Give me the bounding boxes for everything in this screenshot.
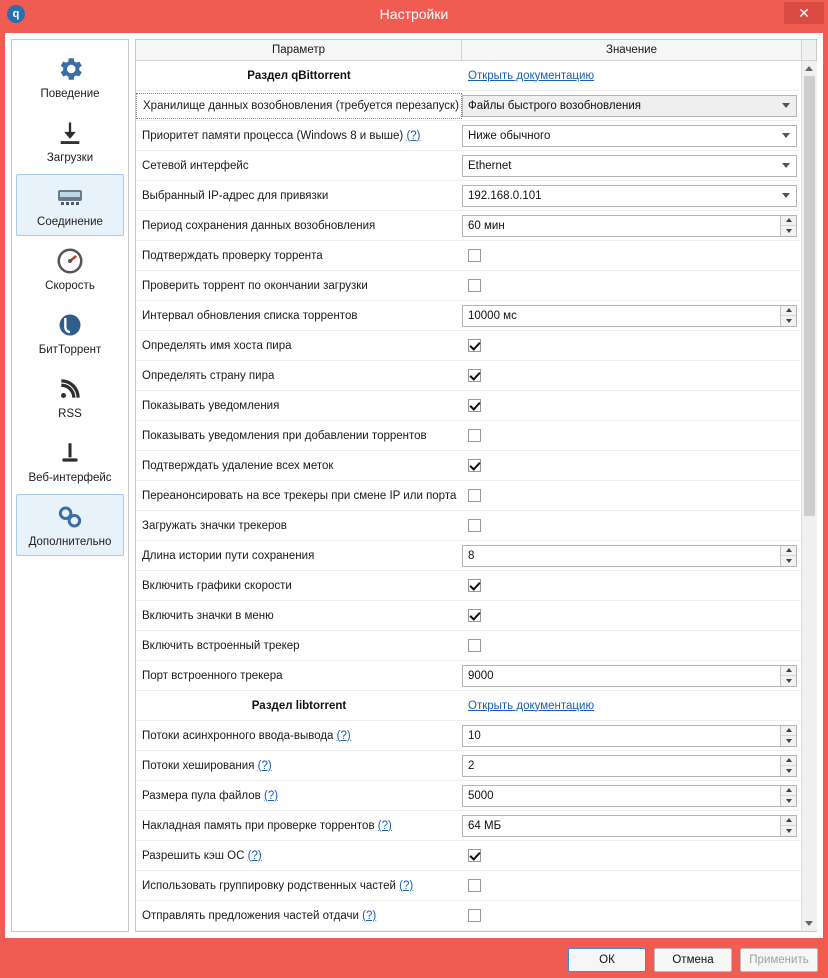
setting-label [136,850,462,862]
table-row [136,181,801,211]
setting-label-text: Выбранный IP-адрес для привязки [142,189,329,202]
title-bar [0,0,828,28]
setting-value [462,125,801,147]
spinbox-buttons[interactable] [780,816,796,836]
setting-value [462,155,801,177]
setting-label [136,93,462,119]
chevron-down-icon [782,103,790,108]
setting-value [462,459,801,472]
sidebar-item-label: Соединение [37,216,103,228]
table-row [136,331,801,361]
table-header [136,40,816,61]
setting-value [462,95,801,117]
sidebar-item-label: БитТоррент [38,344,102,356]
setting-label-text: Подтверждать проверку торрента [142,249,323,262]
setting-label-text: Переанонсировать на все трекеры при смене IP или порта [142,489,457,502]
spinbox-down-icon[interactable] [781,766,796,776]
header-corner [801,40,816,60]
sidebar-item-speed[interactable] [16,238,124,300]
spinbox-down-icon[interactable] [781,826,796,836]
setting-label [136,610,462,622]
setting-label-text: Хранилище данных возобновления (требуется перезапуск) [143,99,459,112]
rss-icon [53,372,87,406]
table-row [136,901,801,931]
setting-label-text: Определять страну пира [142,369,275,382]
sidebar-item-label: Дополнительно [28,536,112,548]
setting-label [136,250,462,262]
setting-value [462,545,801,567]
setting-label-text: Проверить торрент по окончании загрузки [142,279,368,292]
setting-checkbox[interactable] [468,909,481,922]
setting-checkbox[interactable] [468,399,481,412]
sidebar-item-behaviour[interactable] [16,46,124,108]
bittorrent-icon [53,308,87,342]
setting-checkbox[interactable] [468,339,481,352]
setting-value [462,879,801,892]
setting-value [462,279,801,292]
setting-value [462,609,801,622]
setting-checkbox[interactable] [468,459,481,472]
close-icon[interactable]: ✕ [784,2,824,24]
setting-checkbox[interactable] [468,279,481,292]
setting-value [462,785,801,807]
setting-checkbox[interactable] [468,249,481,262]
spinbox-value: 10 [468,729,481,742]
setting-value [462,815,801,837]
chevron-down-icon [782,163,790,168]
table-row [136,781,801,811]
sidebar-item-connection[interactable] [16,174,124,236]
setting-spinbox[interactable] [462,545,797,567]
dropdown-value: Файлы быстрого возобновления [468,99,641,112]
spinbox-down-icon[interactable] [781,736,796,746]
setting-spinbox[interactable] [462,755,797,777]
setting-label [136,880,462,892]
advanced-icon [53,500,87,534]
spinbox-down-icon[interactable] [781,556,796,566]
table-row [136,301,801,331]
sidebar-item-downloads[interactable] [16,110,124,172]
help-link-icon[interactable]: (?) [406,129,421,142]
spinbox-buttons[interactable] [780,546,796,566]
setting-label [136,460,462,472]
spinbox-up-icon[interactable] [781,816,796,827]
advanced-settings-table [135,39,817,932]
table-row [136,511,801,541]
cancel-button[interactable]: Отмена [654,948,732,972]
download-icon [53,116,87,150]
setting-value [462,215,801,237]
setting-label [136,580,462,592]
setting-value [462,185,801,207]
table-row [136,271,801,301]
gear-icon [53,52,87,86]
setting-value [462,305,801,327]
speed-icon [53,244,87,278]
table-row [136,721,801,751]
setting-label-text: Сетевой интерфейс [142,159,249,172]
sidebar-item-label: RSS [58,408,82,420]
help-link-icon[interactable]: (?) [247,849,262,862]
setting-label [136,160,462,172]
setting-label [136,760,462,772]
open-documentation-link[interactable]: Открыть документацию [468,69,595,82]
setting-spinbox[interactable] [462,215,797,237]
setting-label-text: Определять имя хоста пира [142,339,292,352]
dialog-footer [0,938,828,978]
spinbox-value: 60 мин [468,219,505,232]
vertical-scrollbar[interactable] [801,61,816,931]
setting-value [462,519,801,532]
spinbox-value: 2 [468,759,475,772]
chevron-down-icon [782,133,790,138]
spinbox-value: 8 [468,549,475,562]
ok-button[interactable]: ОК [568,948,646,972]
setting-label-text: Порт встроенного трекера [142,669,283,682]
spinbox-up-icon[interactable] [781,786,796,797]
sidebar-item-webui[interactable] [16,430,124,492]
setting-value [462,665,801,687]
setting-label [136,190,462,202]
table-row [136,151,801,181]
sidebar-item-label: Загрузки [46,152,94,164]
table-rows [136,61,801,931]
setting-label [136,130,462,142]
setting-label-text: Интервал обновления списка торрентов [142,309,358,322]
setting-label-text: Показывать уведомления при добавлении торрентов [142,429,427,442]
table-row [136,91,801,121]
table-row [136,841,801,871]
header-value[interactable]: Значение [606,44,657,56]
table-row [136,571,801,601]
setting-value [462,399,801,412]
spinbox-up-icon[interactable] [781,306,796,317]
table-row [136,631,801,661]
setting-value [462,579,801,592]
dialog-body [5,33,823,938]
help-link-icon[interactable]: (?) [377,819,392,832]
setting-spinbox[interactable] [462,725,797,747]
setting-label [136,490,462,502]
spinbox-buttons[interactable] [780,306,796,326]
web-ui-icon [53,436,87,470]
setting-label-text: Включить значки в меню [142,609,274,622]
spinbox-up-icon[interactable] [781,216,796,227]
table-row [136,121,801,151]
setting-label [136,340,462,352]
sidebar-item-label: Веб-интерфейс [28,472,112,484]
setting-label-text: Отправлять предложения частей отдачи [142,909,359,922]
setting-label [136,280,462,292]
scroll-down-button[interactable] [802,916,817,931]
chevron-down-icon [782,193,790,198]
setting-label-text: Потоки асинхронного ввода-вывода [142,729,334,742]
setting-label-text: Подтверждать удаление всех меток [142,459,334,472]
spinbox-up-icon[interactable] [781,726,796,737]
spinbox-up-icon[interactable] [781,756,796,767]
window-title: Настройки [379,6,449,22]
setting-dropdown[interactable] [462,185,797,207]
setting-label [136,550,462,562]
setting-value [462,849,801,862]
spinbox-buttons[interactable] [780,756,796,776]
settings-sidebar [11,39,129,932]
spinbox-value: 10000 мс [468,309,517,322]
setting-value [462,249,801,262]
section-header-row [136,691,801,721]
setting-value [462,339,801,352]
table-row [136,871,801,901]
spinbox-up-icon[interactable] [781,546,796,557]
qbittorrent-icon: q [7,5,25,23]
setting-dropdown[interactable] [462,155,797,177]
spinbox-down-icon[interactable] [781,226,796,236]
help-link-icon[interactable]: (?) [336,729,351,742]
setting-label-text: Загружать значки трекеров [142,519,287,532]
setting-label [136,820,462,832]
setting-label [136,520,462,532]
setting-label-text: Длина истории пути сохранения [142,549,315,562]
spinbox-down-icon[interactable] [781,676,796,686]
help-link-icon[interactable]: (?) [263,789,279,802]
setting-label-text: Потоки хеширования [142,759,255,772]
setting-label-text: Период сохранения данных возобновления [142,219,376,232]
setting-label [136,310,462,322]
setting-label-text: Размера пула файлов [142,789,261,802]
setting-checkbox[interactable] [468,369,481,382]
setting-label-text: Разрешить кэш ОС [142,849,245,862]
setting-label-text: Включить графики скорости [142,579,292,592]
table-row [136,361,801,391]
table-row [136,661,801,691]
spinbox-down-icon[interactable] [781,796,796,806]
spinbox-value: 64 МБ [468,819,502,832]
dropdown-value: 192.168.0.101 [468,189,542,202]
setting-value [462,909,801,922]
setting-label [136,640,462,652]
setting-label [136,430,462,442]
table-row [136,601,801,631]
sidebar-item-bittorrent[interactable] [16,302,124,364]
setting-label [136,400,462,412]
setting-value [462,429,801,442]
network-icon [53,180,87,214]
spinbox-buttons[interactable] [780,726,796,746]
setting-label-text: Приоритет памяти процесса (Windows 8 и выше) [142,129,404,142]
help-link-icon[interactable]: (?) [399,879,414,892]
setting-value [462,725,801,747]
sidebar-item-label: Скорость [45,280,95,292]
table-row [136,211,801,241]
spinbox-down-icon[interactable] [781,316,796,326]
setting-label-text: Использовать группировку родственных частей [142,879,396,892]
dropdown-value: Ниже обычного [468,129,551,142]
setting-checkbox[interactable] [468,639,481,652]
setting-label [136,910,462,922]
scroll-thumb[interactable] [804,76,815,516]
open-documentation-link[interactable]: Открыть документацию [468,699,595,712]
sidebar-item-label: Поведение [40,88,100,100]
content-row [11,39,817,932]
spinbox-value: 9000 [468,669,494,682]
setting-label [136,370,462,382]
dropdown-value: Ethernet [468,159,512,172]
table-row [136,451,801,481]
table-row [136,421,801,451]
setting-value [462,369,801,382]
setting-label-text: Накладная память при проверке торрентов [142,819,375,832]
setting-checkbox[interactable] [468,609,481,622]
table-row [136,811,801,841]
setting-checkbox[interactable] [468,429,481,442]
setting-label [136,670,462,682]
setting-label [136,730,462,742]
setting-spinbox[interactable] [462,785,797,807]
section-header-row [136,61,801,91]
setting-spinbox[interactable] [462,305,797,327]
table-row [136,481,801,511]
table-body-wrap [136,61,816,931]
scroll-up-button[interactable] [802,61,817,76]
sidebar-item-rss[interactable] [16,366,124,428]
table-row [136,391,801,421]
setting-label-text: Включить встроенный трекер [142,639,300,652]
setting-checkbox[interactable] [468,849,481,862]
setting-checkbox[interactable] [468,519,481,532]
sidebar-item-advanced[interactable] [16,494,124,556]
setting-label [136,220,462,232]
setting-checkbox[interactable] [468,579,481,592]
apply-button[interactable]: Применить [740,948,818,972]
setting-value [462,489,801,502]
section-title: Раздел qBittorrent [247,69,351,82]
table-row [136,541,801,571]
spinbox-buttons[interactable] [780,786,796,806]
help-link-icon[interactable]: (?) [362,909,377,922]
spinbox-value: 5000 [468,789,494,802]
section-title: Раздел libtorrent [251,699,347,712]
spinbox-buttons[interactable] [780,666,796,686]
setting-dropdown[interactable] [462,125,797,147]
setting-spinbox[interactable] [462,665,797,687]
header-parameter[interactable]: Параметр [136,40,462,60]
table-row [136,241,801,271]
setting-dropdown[interactable] [462,95,797,117]
spinbox-up-icon[interactable] [781,666,796,677]
setting-spinbox[interactable] [462,815,797,837]
spinbox-buttons[interactable] [780,216,796,236]
setting-value [462,755,801,777]
table-row [136,751,801,781]
setting-label-text: Показывать уведомления [142,399,280,412]
help-link-icon[interactable]: (?) [257,759,272,772]
setting-label [136,790,462,802]
scroll-track[interactable] [802,76,817,916]
setting-checkbox[interactable] [468,489,481,502]
setting-checkbox[interactable] [468,879,481,892]
setting-value [462,639,801,652]
